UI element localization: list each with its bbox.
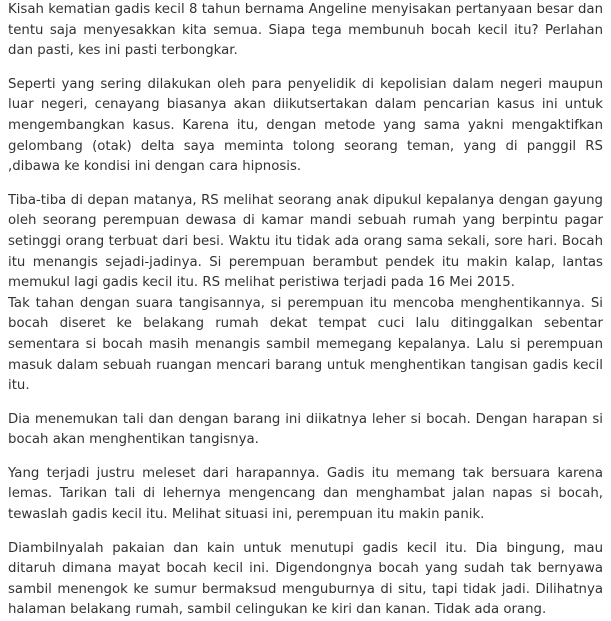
paragraph-death: Yang terjadi justru meleset dari harapannya. Gadis itu memang tak bersuara karena lemas. Tarikan tali di lehernya mengencang dan menghambat jalan napas si bocah, tewaslah gadis kecil itu. Melihat situasi ini, perempuan itu makin panik. <box>8 465 603 523</box>
paragraph-psychic: Seperti yang sering dilakukan oleh para penyelidik di kepolisian dalam negeri maupun luar negeri, cenayang biasanya akan diikutsertakan dalam pencarian kasus ini untuk mengembangkan kasus. Karena itu, dengan metode yang sama yakni mengaktifkan gelombang (otak) delta saya meminta tolong seorang teman, yang di panggil RS ,dibawa ke kondisi ini dengan cara hipnosis. <box>8 76 603 175</box>
paragraph-intro: Kisah kematian gadis kecil 8 tahun bernama Angeline menyisakan pertanyaan besar dan tentu saja menyesakkan kita semua. Siapa tega membunuh bocah kecil itu? Perlahan dan pasti, kes ini pasti terbongkar. <box>8 2 603 59</box>
paragraph-concealment: Diambilnyalah pakaian dan kain untuk menutupi gadis kecil itu. Dia bingung, mau ditaruh dimana mayat bocah kecil ini. Digendongnya bocah yang sudah tak bernyawa sambil menengok ke sumur bermaksud menguburnya di situ, tapi tidak jadi. Dilihatnya halaman belakang rumah, sambil celingukan ke kiri dan kanan. Tidak ada orang. <box>8 540 603 618</box>
paragraph-dragged: Tak tahan dengan suara tangisannya, si perempuan itu mencoba menghentikannya. Si bocah diseret ke belakang rumah dekat tempat cuci lalu ditinggalkan sebentar sementara si bocah masih menangis sambil memegang kepalanya. Lalu si perempuan masuk dalam sebuah ruangan mencari barang untuk menghentikan tangisan gadis kecil itu. <box>8 295 603 394</box>
paragraph-vision: Tiba-tiba di depan matanya, RS melihat seorang anak dipukul kepalanya dengan gayung oleh seorang perempuan dewasa di kamar mandi sebuah rumah yang berpintu pagar setinggi orang terbuat dari besi. Waktu itu tidak ada orang sama sekali, sore hari. Bocah itu menangis sejadi-jadinya. Si perempuan berambut pendek itu makin kalap, lantas memukul lagi gadis kecil itu. RS melihat peristiwa terjadi pada 16 Mei 2015. <box>8 192 603 291</box>
paragraph-rope: Dia menemukan tali dan dengan barang ini diikatnya leher si bocah. Dengan harapan si bocah akan menghentikan tangisnya. <box>8 411 603 448</box>
